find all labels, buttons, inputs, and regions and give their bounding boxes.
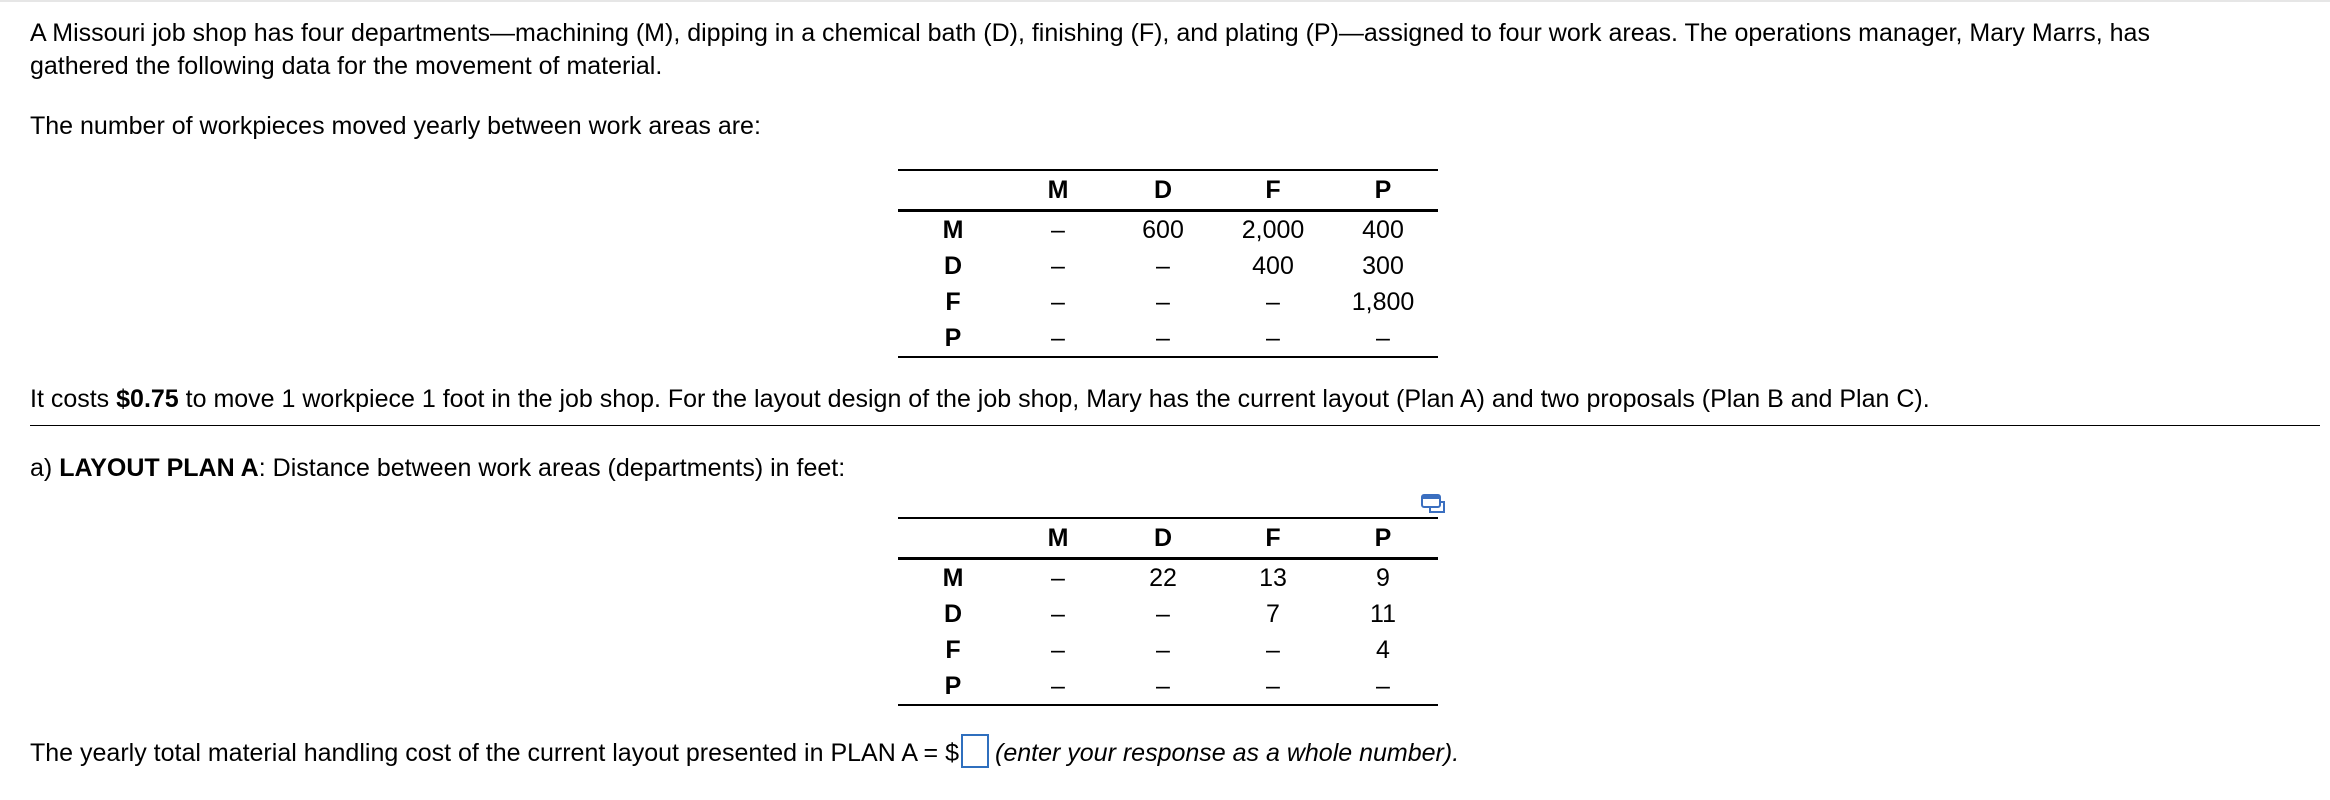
flow-table	[898, 169, 1438, 358]
distance-header-m: M	[1008, 518, 1108, 559]
section-divider	[30, 425, 2320, 426]
plan-a-title: LAYOUT PLAN A	[59, 454, 259, 482]
intro-line-1: A Missouri job shop has four departments—machining (M), dipping in a chemical bath (D), finishing (F), and plating (P)—assigned to four work areas. The operations manager, Mary Marrs, has	[30, 19, 2150, 47]
row-label: M	[942, 216, 964, 244]
table-cell: –	[1218, 320, 1328, 357]
table-cell: 13	[1259, 564, 1287, 592]
plan-a-prefix: a)	[30, 454, 60, 482]
flow-header-d: D	[1108, 170, 1218, 211]
table-cell: 9	[1376, 564, 1390, 592]
intro-paragraph	[30, 17, 2300, 83]
table-cell: 300	[1362, 252, 1404, 280]
table-row	[898, 211, 1438, 249]
table-cell: –	[1328, 320, 1438, 357]
table-cell: 7	[1266, 600, 1280, 628]
table-cell: 400	[1362, 216, 1404, 244]
distance-header-corner	[898, 518, 1008, 559]
table-cell: –	[1051, 636, 1065, 664]
table-cell: –	[1051, 600, 1065, 628]
table-cell: –	[1051, 288, 1065, 316]
table-row	[898, 559, 1438, 597]
cost-text-before: It costs	[30, 385, 117, 413]
table-cell: –	[1008, 320, 1108, 357]
table-cell: –	[1051, 564, 1065, 592]
table-cell: 600	[1142, 216, 1184, 244]
table-cell: 1,800	[1351, 288, 1415, 316]
flow-header-m: M	[1008, 170, 1108, 211]
flow-table-header-row	[898, 170, 1438, 211]
table-cell: –	[1156, 252, 1170, 280]
cost-amount: $0.75	[116, 385, 179, 413]
distance-table-header-row	[898, 518, 1438, 559]
table-cell: 22	[1149, 564, 1177, 592]
distance-header-f: F	[1218, 518, 1328, 559]
row-label: P	[898, 320, 1008, 357]
answer-input[interactable]	[961, 734, 989, 768]
distance-table	[898, 517, 1438, 706]
table-row	[898, 596, 1438, 632]
table-cell: –	[1156, 636, 1170, 664]
table-cell: –	[1051, 252, 1065, 280]
distance-header-p: P	[1328, 518, 1438, 559]
flow-caption: The number of workpieces moved yearly between work areas are:	[30, 112, 761, 140]
question-line	[30, 737, 2300, 771]
table-cell: 4	[1376, 636, 1390, 664]
top-divider	[0, 0, 2330, 2]
table-cell: 400	[1252, 252, 1294, 280]
plan-a-heading	[30, 452, 2300, 485]
table-cell: –	[1156, 288, 1170, 316]
table-cell: –	[1108, 320, 1218, 357]
flow-header-f: F	[1218, 170, 1328, 211]
distance-header-d: D	[1108, 518, 1218, 559]
table-row	[898, 320, 1438, 357]
intro-line-2: gathered the following data for the movement of material.	[30, 52, 663, 80]
cost-paragraph	[30, 383, 2300, 416]
table-cell: –	[1051, 216, 1065, 244]
row-label: P	[898, 668, 1008, 705]
answer-note: (enter your response as a whole number).	[995, 739, 1460, 767]
table-cell: 11	[1370, 600, 1396, 628]
table-cell: –	[1108, 668, 1218, 705]
question-text: The yearly total material handling cost of the current layout presented in PLAN A = $	[30, 739, 960, 767]
table-cell: –	[1266, 288, 1280, 316]
plan-a-suffix: : Distance between work areas (departments) in feet:	[258, 454, 846, 482]
table-cell: –	[1008, 668, 1108, 705]
table-cell: –	[1266, 636, 1280, 664]
table-cell: –	[1328, 668, 1438, 705]
row-label: F	[945, 288, 961, 316]
table-cell: –	[1156, 600, 1170, 628]
row-label: F	[945, 636, 961, 664]
table-cell: –	[1218, 668, 1328, 705]
row-label: D	[943, 600, 963, 628]
cost-text-after: to move 1 workpiece 1 foot in the job shop. For the layout design of the job shop, Mary has the current layout (Plan A) and two proposals (Plan B and Plan C).	[178, 385, 1930, 413]
table-row	[898, 668, 1438, 705]
table-cell: 2,000	[1241, 216, 1305, 244]
row-label: D	[943, 252, 963, 280]
table-row	[898, 632, 1438, 668]
flow-header-p: P	[1328, 170, 1438, 211]
copy-table-icon[interactable]	[1420, 493, 1446, 515]
table-row	[898, 284, 1438, 320]
table-row	[898, 248, 1438, 284]
flow-header-corner	[898, 170, 1008, 211]
row-label: M	[942, 564, 964, 592]
